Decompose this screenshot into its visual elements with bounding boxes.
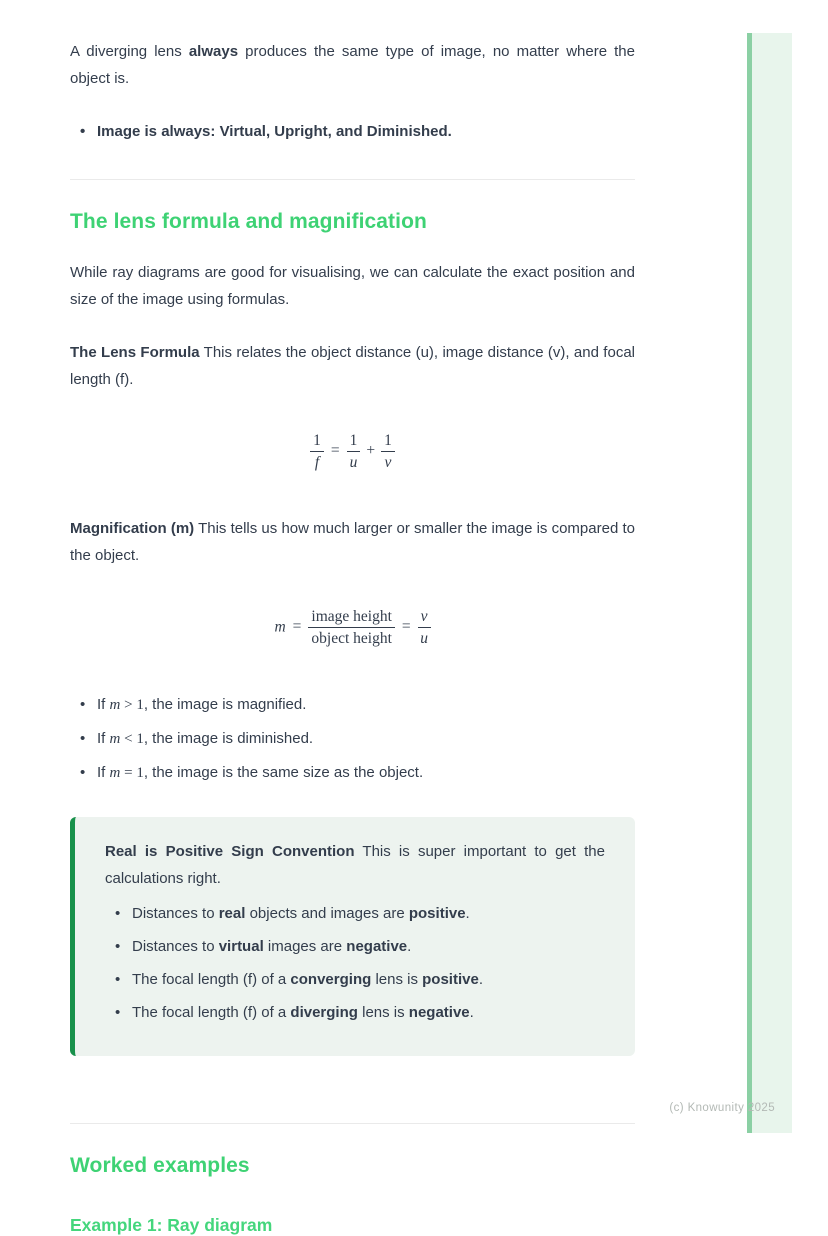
list-item: • The focal length (f) of a converging lens is positive. <box>115 966 605 993</box>
lens-formula-definition-paragraph: The Lens Formula This relates the object distance (u), image distance (v), and focal length (f). <box>70 344 635 388</box>
fraction-one-over-v: $\frac{1}{v}$ <box>381 431 395 473</box>
example-1-title: Example 1: Ray diagram <box>70 1214 273 1235</box>
list-item: • Image is always: Virtual, Upright, and Diminished. <box>80 118 635 145</box>
magnification-equation <box>70 607 635 649</box>
equals-sign: = <box>401 618 411 636</box>
fraction-one-over-u: $\frac{1}{u}$ <box>347 431 361 473</box>
callout-bullet-list <box>115 900 605 1026</box>
page-edge-stripe <box>747 33 792 1133</box>
plus-sign: + <box>366 442 376 460</box>
document-content <box>70 38 635 1236</box>
spacer <box>70 1056 635 1089</box>
list-item: • If m < 1, the image is diminished. <box>80 725 635 753</box>
list-item: • Distances to real objects and images are positive. <box>115 900 605 927</box>
list-item: • If m > 1, the image is magnified. <box>80 691 635 719</box>
variable-m: m <box>274 618 286 636</box>
magnification-rules-list <box>80 691 635 787</box>
section-divider <box>70 179 635 180</box>
sign-convention-callout <box>70 817 635 1056</box>
section-title-worked-examples: Worked examples <box>70 1153 250 1177</box>
magnification-definition-paragraph: Magnification (m) This tells us how much larger or smaller the image is compared to the object. <box>70 519 635 564</box>
section-title-lens-formula: The lens formula and magnification <box>70 210 427 233</box>
lens-formula-equation <box>70 431 635 473</box>
equals-sign: = <box>330 442 340 460</box>
callout-lead-paragraph: Real is Positive Sign Convention This is super important to get the calculations right. <box>105 842 605 887</box>
lens-formula-intro-paragraph: While ray diagrams are good for visualising, we can calculate the exact position and size of the image using formulas. <box>70 264 635 308</box>
intro-paragraph: A diverging lens always produces the same type of image, no matter where the object is. <box>70 43 635 87</box>
fraction-image-over-object-height: $\frac{\text{image height}}{\text{object height}}$ <box>308 607 395 649</box>
equals-sign: = <box>292 618 302 636</box>
intro-bullet-list <box>80 118 635 145</box>
list-item: • If m = 1, the image is the same size as the object. <box>80 759 635 787</box>
copyright-footer: (c) Knowunity 2025 <box>669 1102 775 1114</box>
fraction-v-over-u: $\frac{v}{u}$ <box>418 607 431 649</box>
section-divider <box>70 1123 635 1124</box>
list-item: • Distances to virtual images are negative. <box>115 933 605 960</box>
list-item: • The focal length (f) of a diverging lens is negative. <box>115 999 605 1026</box>
fraction-one-over-f: $\frac{1}{f}$ <box>310 431 324 473</box>
